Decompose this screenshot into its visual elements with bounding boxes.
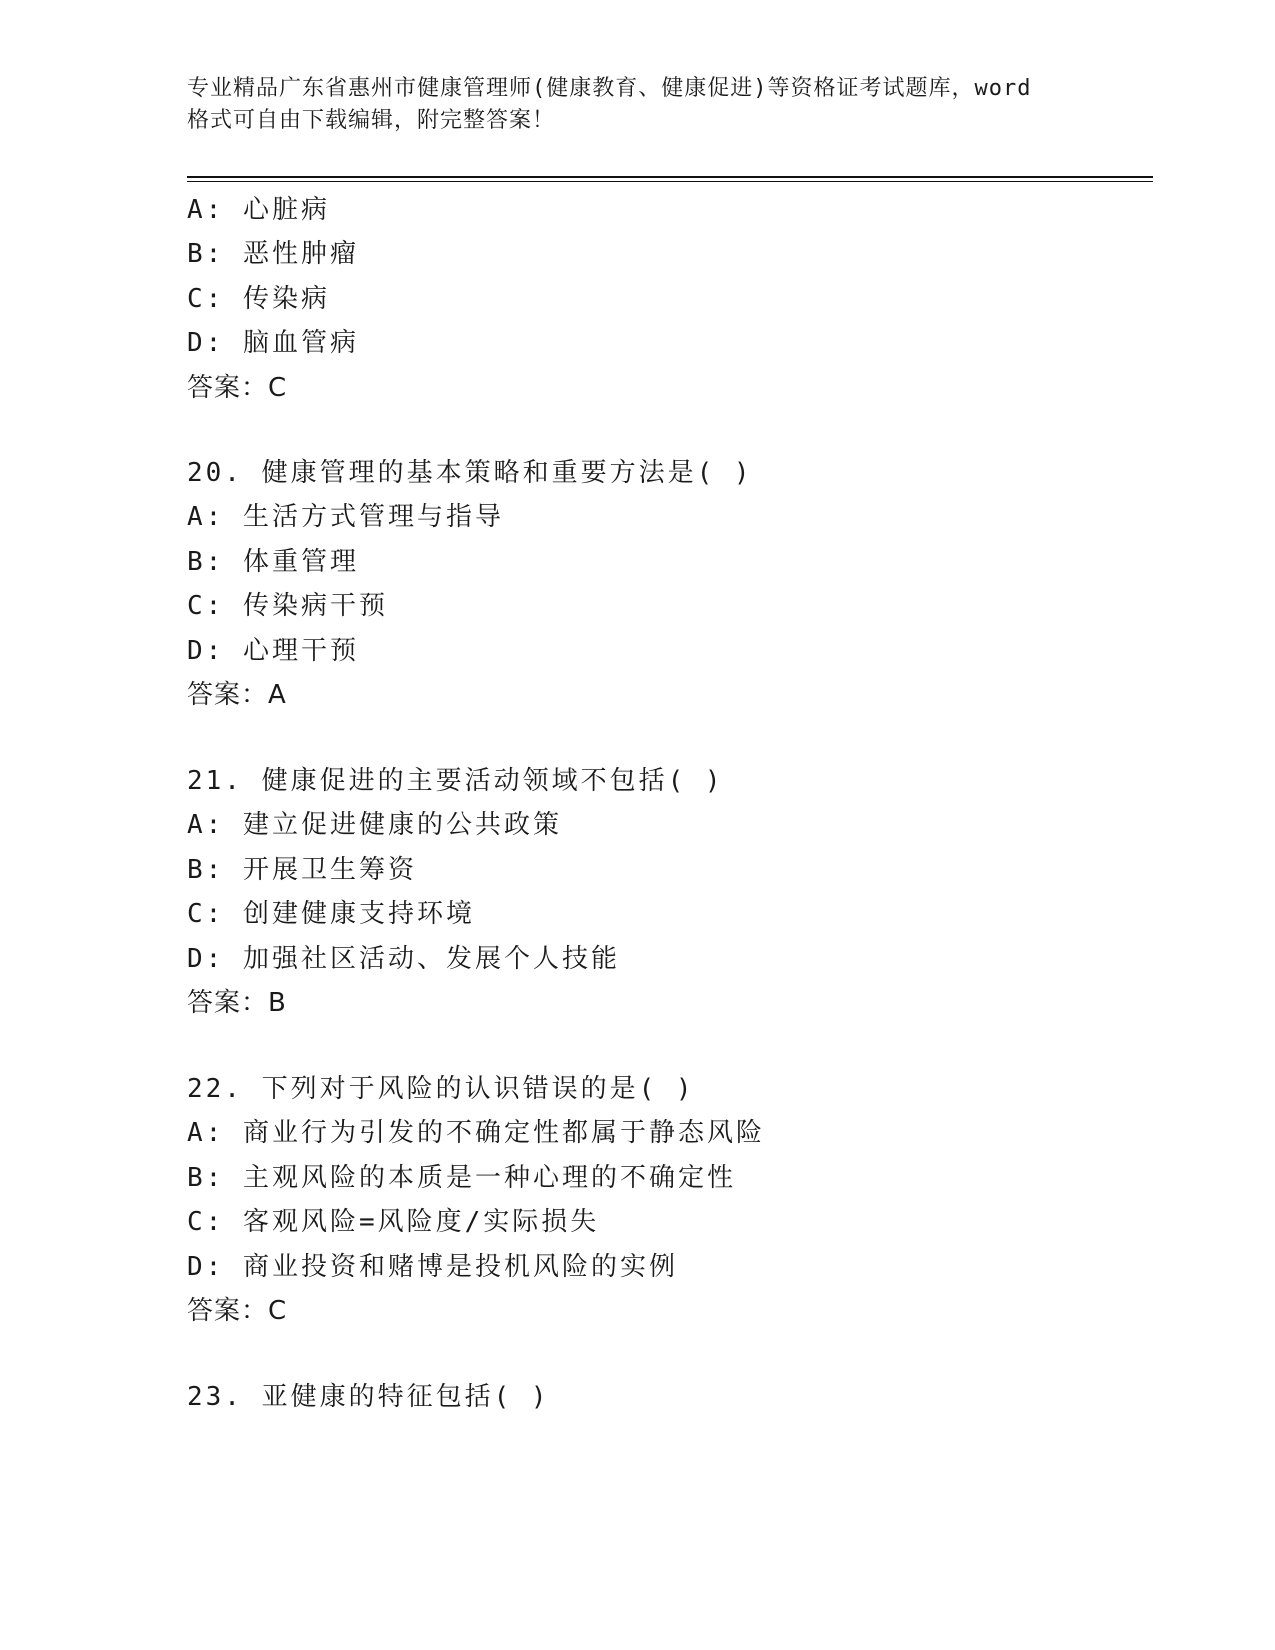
q22-option-b: B: 主观风险的本质是一种心理的不确定性 [187,1163,736,1193]
q19-option-c: C: 传染病 [187,284,330,314]
q22-question: 22. 下列对于风险的认识错误的是( ) [187,1074,695,1104]
header-line-2: 格式可自由下载编辑，附完整答案！ [187,108,556,133]
header-divider-thick [187,176,1153,178]
q22-option-a: A: 商业行为引发的不确定性都属于静态风险 [187,1118,765,1148]
q21-question: 21. 健康促进的主要活动领域不包括( ) [187,766,724,796]
q20-option-c: C: 传染病干预 [187,591,388,621]
q23-question: 23. 亚健康的特征包括( ) [187,1382,550,1412]
q21-answer: 答案：B [187,988,287,1018]
q22-option-d: D: 商业投资和赌博是投机风险的实例 [187,1252,678,1282]
q20-answer: 答案：A [187,680,287,710]
q21-option-d: D: 加强社区活动、发展个人技能 [187,944,620,974]
q21-option-c: C: 创建健康支持环境 [187,899,475,929]
q22-answer: 答案：C [187,1296,288,1326]
q22-option-c: C: 客观风险=风险度/实际损失 [187,1207,600,1237]
q19-answer: 答案：C [187,373,288,403]
q21-option-a: A: 建立促进健康的公共政策 [187,810,562,840]
q21-option-b: B: 开展卫生筹资 [187,855,417,885]
header-divider-thin [187,181,1153,182]
q19-option-d: D: 脑血管病 [187,328,359,358]
q20-option-d: D: 心理干预 [187,636,359,666]
header-line-1: 专业精品广东省惠州市健康管理师(健康教育、健康促进)等资格证考试题库，word [187,76,1032,101]
q20-option-b: B: 体重管理 [187,547,359,577]
q20-question: 20. 健康管理的基本策略和重要方法是( ) [187,458,753,488]
q20-option-a: A: 生活方式管理与指导 [187,502,504,532]
q19-option-b: B: 恶性肿瘤 [187,239,359,269]
q19-option-a: A: 心脏病 [187,195,330,225]
document-header [187,73,1087,137]
